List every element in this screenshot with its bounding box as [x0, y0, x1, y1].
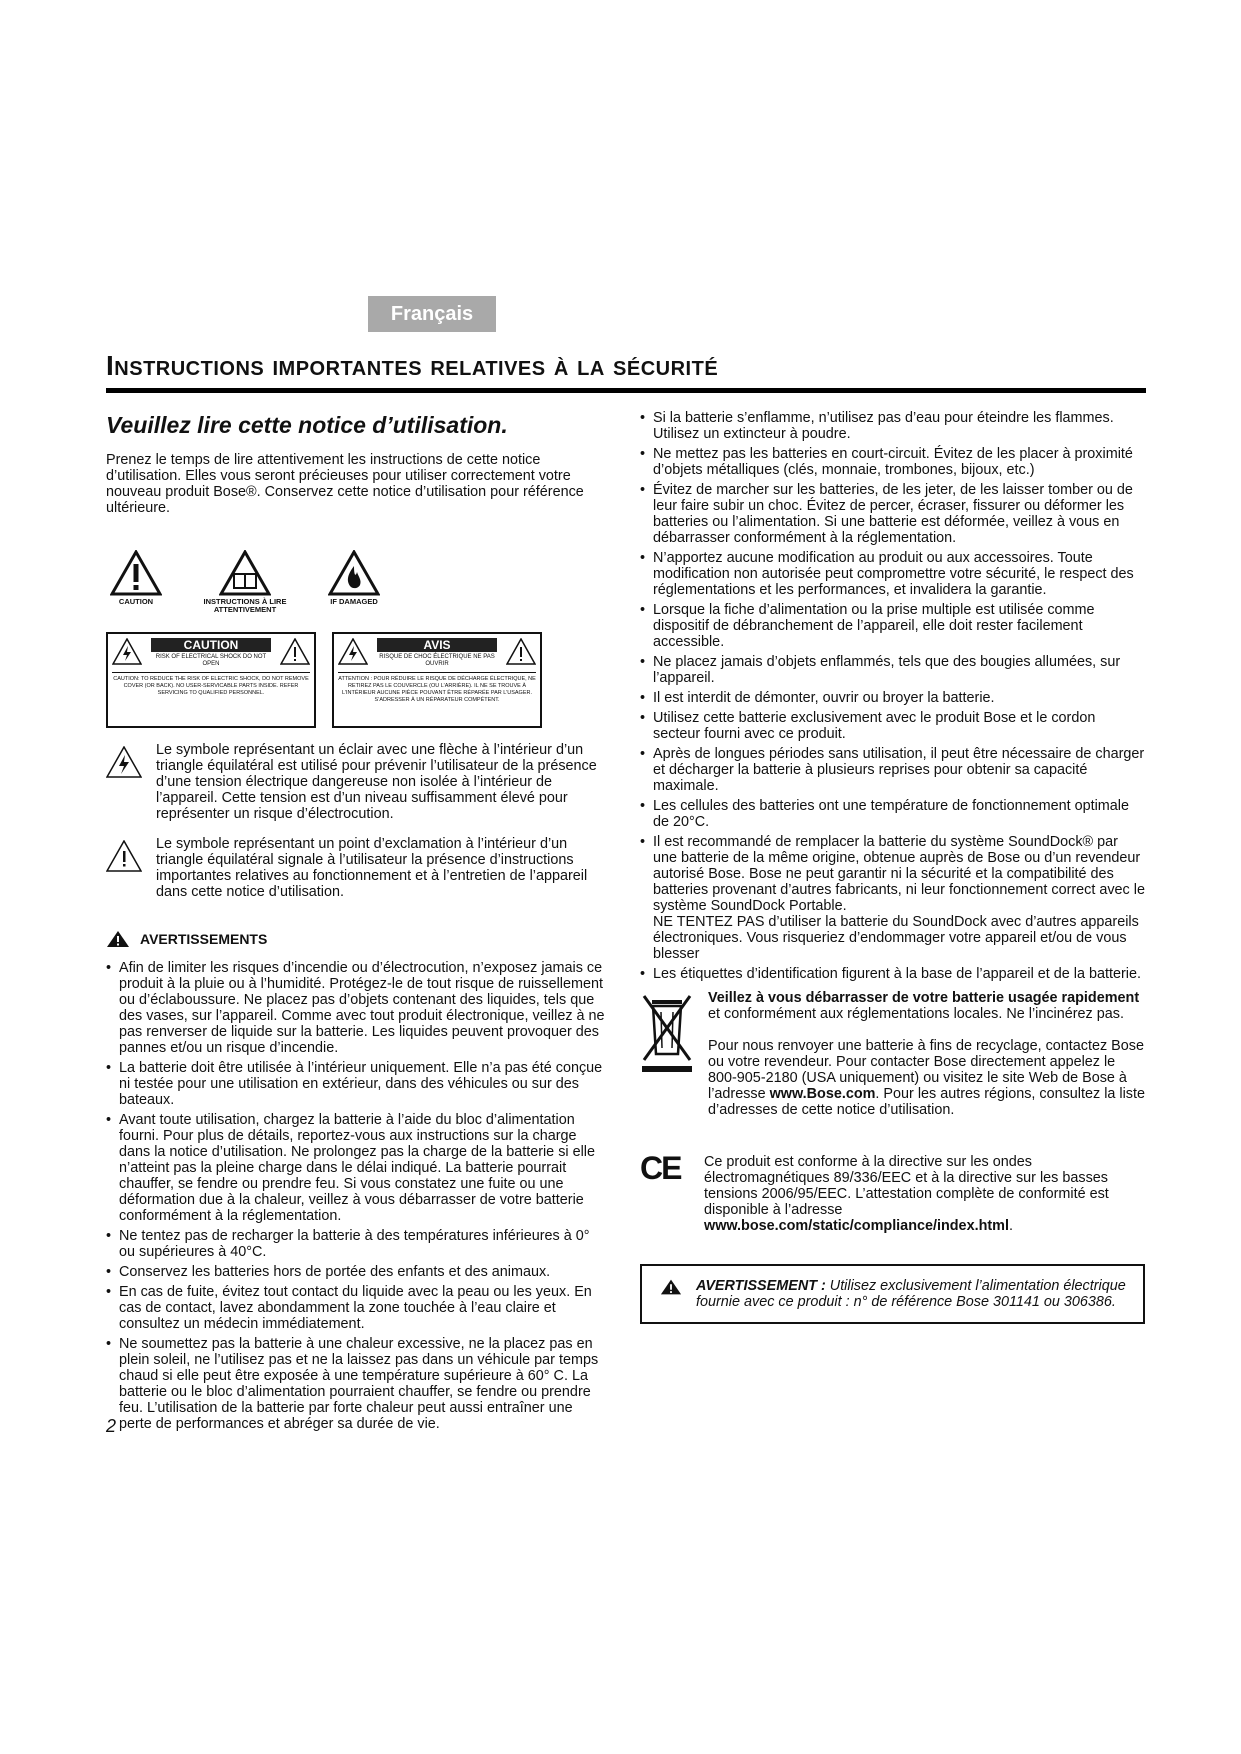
page-title-text: Instructions importantes relatives à la sécurité [106, 350, 719, 381]
recycle-text [708, 1038, 1145, 1118]
ce-url-suffix: . [1008, 1218, 1013, 1234]
exclamation-description-text: Le symbole représentant un point d’exclamation à l’intérieur d’un triangle équilatéral signale à l’utilisateur la présence d’instructions importantes relatives au fonctionnement et à l’entretien de l’appareil dans cette notice d’utilisation. [156, 836, 588, 900]
list-item: • Les cellules des batteries ont une température de fonctionnement optimale de 20°C. [640, 798, 1145, 830]
left-column [106, 410, 606, 1436]
final-warning-body: Utilisez exclusivement l’alimentation électrique fournie avec ce produit : n° de référence Bose 301141 ou 306386. [696, 1278, 1126, 1310]
intro-paragraph: Prenez le temps de lire attentivement les instructions de cette notice d’utilisation. Elles vous seront précieuses pour utiliser correctement votre nouveau produit Bose®. Conservez cette notice d’utilisation pour référence ultérieure. [106, 452, 584, 516]
list-item: • La batterie doit être utilisée à l’intérieur uniquement. Elle n’a pas été conçue ni testée pour une utilisation en extérieur, dans des véhicules ou sur des bateaux. [106, 1060, 606, 1108]
list-item: • Ne soumettez pas la batterie à une chaleur excessive, ne la placez pas en plein soleil, ne l’utilisez pas et ne la laissez pas dans un véhicule par temps chaud si elle peut être exposée à une température supérieure à 60° C. La batterie ou le bloc d’alimentation pourraient chauffer, se fendre ou prendre feu. L’utilisation de la batterie par forte chaleur peut aussi entraîner une perte de performances et abréger sa durée de vie. [106, 1336, 606, 1432]
avis-label-title: AVIS [377, 638, 497, 652]
final-warning-label: AVERTISSEMENT : [696, 1278, 826, 1294]
language-tab: Français [368, 296, 496, 332]
caution-label-small: RISK OF ELECTRICAL SHOCK DO NOT OPEN [155, 654, 267, 667]
avis-label-text: ATTENTION : POUR RÉDUIRE LE RISQUE DE DÉCHARGE ÉLECTRIQUE, NE RETIREZ PAS LE COUVERCLE (OU L’ARRIÈRE). IL NE SE TROUVE À L’INTÉRIEUR AUCUNE PIÈCE POUVANT ÊTRE RÉPARÉE PAR L’USAGER. S’ADRESSER À UN RÉPARATEUR COMPÉTENT. [338, 672, 536, 704]
bose-link[interactable]: www.Bose.com [769, 1086, 876, 1102]
lightning-triangle-icon [338, 638, 368, 665]
warnings-heading [106, 930, 606, 948]
warnings-heading-text: AVERTISSEMENTS [140, 931, 268, 947]
list-item: • Ne placez jamais d’objets enflammés, tels que des bougies allumées, sur l’appareil. [640, 654, 1145, 686]
list-item: • Utilisez cette batterie exclusivement avec le produit Bose et le cordon secteur fourni avec ce produit. [640, 710, 1145, 742]
right-warning-list [640, 410, 1145, 982]
warning-labels-row [106, 632, 606, 728]
caution-symbol [106, 550, 166, 614]
caution-label-title: CAUTION [151, 638, 271, 652]
exclamation-triangle-icon [106, 840, 142, 872]
warning-triangle-icon [106, 930, 130, 948]
left-warning-list [106, 960, 606, 1432]
read-instructions-caption: INSTRUCTIONS À LIRE ATTENTIVEMENT [203, 597, 287, 614]
list-item: • Lorsque la fiche d’alimentation ou la prise multiple est utilisée comme dispositif de débranchement de l’appareil, elle doit rester facilement accessible. [640, 602, 1145, 650]
list-item: • Évitez de marcher sur les batteries, de les jeter, de les laisser tomber ou de leur faire subir un choc. Évitez de percer, écraser, fissurer ou déformer les batteries ou l’alimentation. Si une batterie est déformée, veillez à vous en débarrasser conformément à la réglementation. [640, 482, 1145, 546]
caution-caption: CAUTION [118, 597, 154, 606]
lightning-triangle-icon [106, 746, 142, 778]
lightning-triangle-icon [112, 638, 142, 665]
read-instructions-symbol [190, 550, 300, 614]
lightning-description-text: Le symbole représentant un éclair avec une flèche à l’intérieur d’un triangle équilatéral est utilisé pour prévenir l’utilisateur de la présence d’une tension électrique dangereuse non isolée à l’intérieur de l’appareil. Cette tension est d’un niveau suffisamment élevé pour représenter un risque d’électrocution. [156, 742, 597, 822]
crossed-bin-icon [640, 990, 694, 1074]
exclamation-description [106, 836, 606, 900]
list-item: • Avant toute utilisation, chargez la batterie à l’aide du bloc d’alimentation fourni. Pour plus de détails, reportez-vous aux instructions sur la charge dans la notice d’utilisation. Ne prolongez pas la charge de la batterie si elle n’atteint pas la pleine charge dans le délai indiqué. La batterie pourrait chauffer, se fendre ou prendre feu. Si vous constatez une fuite ou une déformation due à la chaleur, veillez à vous débarrasser de votre batterie conformément à la réglementation. [106, 1112, 606, 1224]
exclamation-triangle-icon [506, 638, 536, 665]
soundock-paragraph-1: Il est recommandé de remplacer la batterie du système SoundDock® par une batterie de la même origine, obtenue auprès de Bose ou d’un revendeur autorisé Bose. Bose ne peut garantir ni la sécurité et la compatibilité des batteries provenant d’autres fabricants, ni leur fonctionnement correct avec le système SoundDock Portable. [653, 834, 1145, 914]
disposal-block [640, 990, 1145, 1118]
recycle-pre: Pour nous renvoyer une batterie à fins de recyclage, contactez Bose ou votre revendeur. Pour contacter Bose directement appelez le 800-905-2180 (USA uniquement) ou visitez le site Web de Bose à l’adresse [708, 1038, 1144, 1102]
caution-label [106, 632, 316, 728]
lightning-description [106, 742, 606, 822]
compliance-link[interactable]: www.bose.com/static/compliance/index.html [704, 1218, 1009, 1234]
avis-label-small: RISQUE DE CHOC ÉLECTRIQUE NE PAS OUVRIR [379, 654, 495, 667]
flame-triangle-icon [328, 550, 380, 596]
ce-text-body: Ce produit est conforme à la directive sur les ondes électromagnétiques 89/336/EEC et à la directive sur les basses tensions 2006/95/EEC. L’attestation complète de conformité est disponible à l’adresse [704, 1154, 1109, 1218]
exclamation-triangle-icon [110, 550, 162, 596]
disposal-rest: et conformément aux réglementations locales. Ne l’incinérez pas. [708, 1006, 1124, 1022]
safety-symbols-row [106, 550, 606, 614]
avis-label [332, 632, 542, 728]
list-item: • Après de longues périodes sans utilisation, il peut être nécessaire de charger et décharger la batterie à plusieurs reprises pour obtenir sa capacité maximale. [640, 746, 1145, 794]
disposal-text [708, 990, 1145, 1022]
list-item: • Il est interdit de démonter, ouvrir ou broyer la batterie. [640, 690, 1145, 706]
ce-text [704, 1154, 1145, 1234]
subtitle: Veuillez lire cette notice d’utilisation. [106, 412, 508, 438]
list-item: • Si la batterie s’enflamme, n’utilisez pas d’eau pour éteindre les flammes. Utilisez un extincteur à poudre. [640, 410, 1145, 442]
warning-triangle-icon [660, 1278, 682, 1296]
soundock-paragraph-2: NE TENTEZ PAS d’utiliser la batterie du SoundDock avec d’autres appareils électroniques. Vous risqueriez d’endommager votre appareil et/ou de vous blesser [653, 914, 1139, 962]
list-item [640, 834, 1145, 962]
page-title [106, 350, 1146, 393]
disposal-bold: Veillez à vous débarrasser de votre batterie usagée rapidement [708, 990, 1140, 1006]
list-item: • En cas de fuite, évitez tout contact du liquide avec la peau ou les yeux. En cas de contact, lavez abondamment la zone touchée à l’eau claire et consultez un médecin immédiatement. [106, 1284, 606, 1332]
ce-compliance-block [640, 1150, 1145, 1234]
book-triangle-icon [219, 550, 271, 596]
final-warning-text [696, 1278, 1131, 1310]
list-item: • Afin de limiter les risques d’incendie ou d’électrocution, n’exposez jamais ce produit à la pluie ou à l’humidité. Protégez-le de tout risque de ruissellement ou d’éclaboussure. Ne placez pas d’objets contenant des liquides, tels que des vases, sur l’appareil. Comme avec tout produit électronique, veillez à ne pas renverser de liquide sur la batterie. Les liquides peuvent provoquer des pannes et/ou un risque d’incendie. [106, 960, 606, 1056]
list-item: • Conservez les batteries hors de portée des enfants et des animaux. [106, 1264, 606, 1280]
ce-mark-icon: CE [640, 1150, 681, 1186]
list-item: • N’apportez aucune modification au produit ou aux accessoires. Toute modification non autorisée peut compromettre votre sécurité, le respect des réglementations et les performances, et invalidera la garantie. [640, 550, 1145, 598]
list-item: • Ne mettez pas les batteries en court-circuit. Évitez de les placer à proximité d’objets métalliques (clés, monnaie, trombones, bijoux, etc.) [640, 446, 1145, 478]
final-warning-box [640, 1264, 1145, 1324]
fire-symbol [324, 550, 384, 614]
page-number: 2 [106, 1416, 117, 1436]
damaged-caption: IF DAMAGED [330, 597, 378, 606]
recycle-post: . Pour les autres régions, consultez la liste d’adresses de cette notice d’utilisation. [708, 1086, 1145, 1118]
list-item: • Les étiquettes d’identification figurent à la base de l’appareil et de la batterie. [640, 966, 1145, 982]
exclamation-triangle-icon [280, 638, 310, 665]
caution-label-text: CAUTION: TO REDUCE THE RISK OF ELECTRIC SHOCK, DO NOT REMOVE COVER (OR BACK). NO USER-SERVICABLE PARTS INSIDE. REFER SERVICING TO QUALIFIED PERSONNEL. [112, 672, 310, 697]
list-item: • Ne tentez pas de recharger la batterie à des températures inférieures à 0° ou supérieures à 40°C. [106, 1228, 606, 1260]
right-column [640, 410, 1145, 1324]
